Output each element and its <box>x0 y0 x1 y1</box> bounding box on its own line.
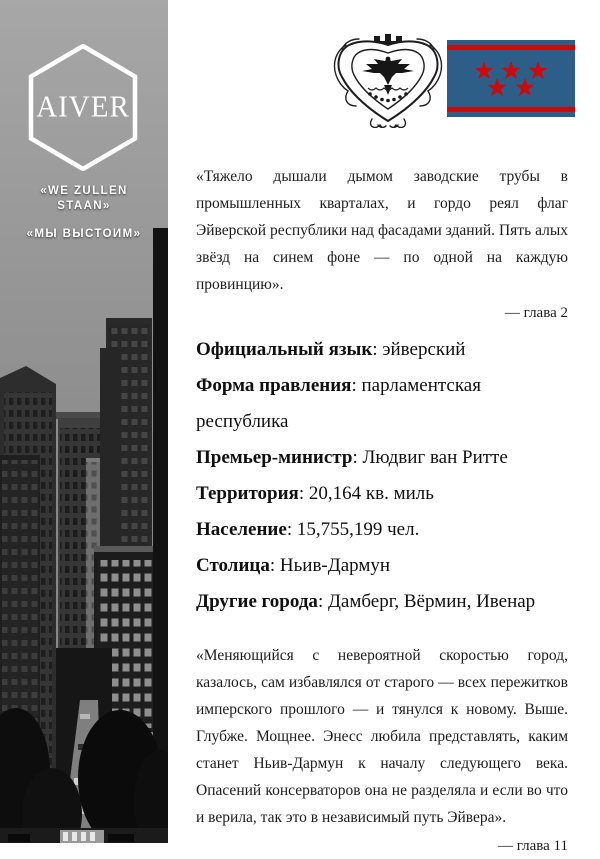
fact-label: Столица <box>196 555 270 576</box>
fact-label: Другие города <box>196 591 318 612</box>
fact-value: Ньив-Дармун <box>279 555 391 576</box>
emblems-row <box>196 33 575 128</box>
fact-label: Территория <box>196 483 299 504</box>
fact-row-population <box>196 512 568 548</box>
fact-separator: : <box>298 483 309 504</box>
fact-row-other-cities <box>196 584 568 620</box>
coat-of-arms-icon <box>332 33 444 128</box>
fact-row-capital <box>196 548 568 584</box>
fact-row-official-language <box>196 332 568 368</box>
logo-text: AIVER <box>36 90 130 124</box>
motto-russian: «МЫ ВЫСТОИМ» <box>26 228 142 240</box>
fact-value: эйверский <box>382 339 466 360</box>
fact-separator: : <box>286 519 297 540</box>
quote-2-attribution: — глава 11 <box>497 838 568 854</box>
fact-separator: : <box>317 591 328 612</box>
motto-dutch-line2: STAAN» <box>57 200 111 212</box>
fact-separator: : <box>352 447 363 468</box>
fact-row-territory <box>196 476 568 512</box>
fact-value: Людвиг ван Ритте <box>362 447 508 468</box>
quote-2: «Меняющийся с невероятной скоростью город, казалось, сам избавлялся от старого — всех пережитков имперского прошлого — и тянулся к новому. Выше. Глубже. Мощнее. Энесс любила представлять, каким станет Ньив-Дармун к началу следующего века. Опасений консерваторов она не разделяла и если во что и верила, так это в независимый путь Эйвера». <box>196 647 568 826</box>
logo <box>28 44 138 171</box>
motto-dutch-line1: «WE ZULLEN <box>40 185 128 197</box>
main-content <box>196 0 568 859</box>
fact-separator: : <box>372 339 383 360</box>
sidebar <box>0 0 168 843</box>
fact-row-government-form <box>196 368 568 440</box>
fact-value: парламентская республика <box>196 375 481 432</box>
fact-label: Форма правления <box>196 375 352 396</box>
facts-list <box>196 332 568 620</box>
fact-separator: : <box>351 375 362 396</box>
fact-row-prime-minister <box>196 440 568 476</box>
fact-label: Премьер-министр <box>196 447 353 468</box>
fact-label: Население <box>196 519 287 540</box>
fact-separator: : <box>269 555 280 576</box>
fact-value: 20,164 кв. миль <box>308 483 434 504</box>
fact-label: Официальный язык <box>196 339 373 360</box>
fact-value: 15,755,199 чел. <box>296 519 420 540</box>
fact-value: Дамберг, Вёрмин, Ивенар <box>327 591 536 612</box>
quote-1: «Тяжело дышали дымом заводские трубы в промышленных кварталах, и гордо реял флаг Эйверской республики над фасадами зданий. Пять алых звёзд на синем фоне — по одной на каждую провинцию». <box>196 168 568 293</box>
quote-1-attribution: — глава 2 <box>504 305 568 321</box>
flag-icon <box>447 40 575 117</box>
mottos <box>0 184 168 242</box>
